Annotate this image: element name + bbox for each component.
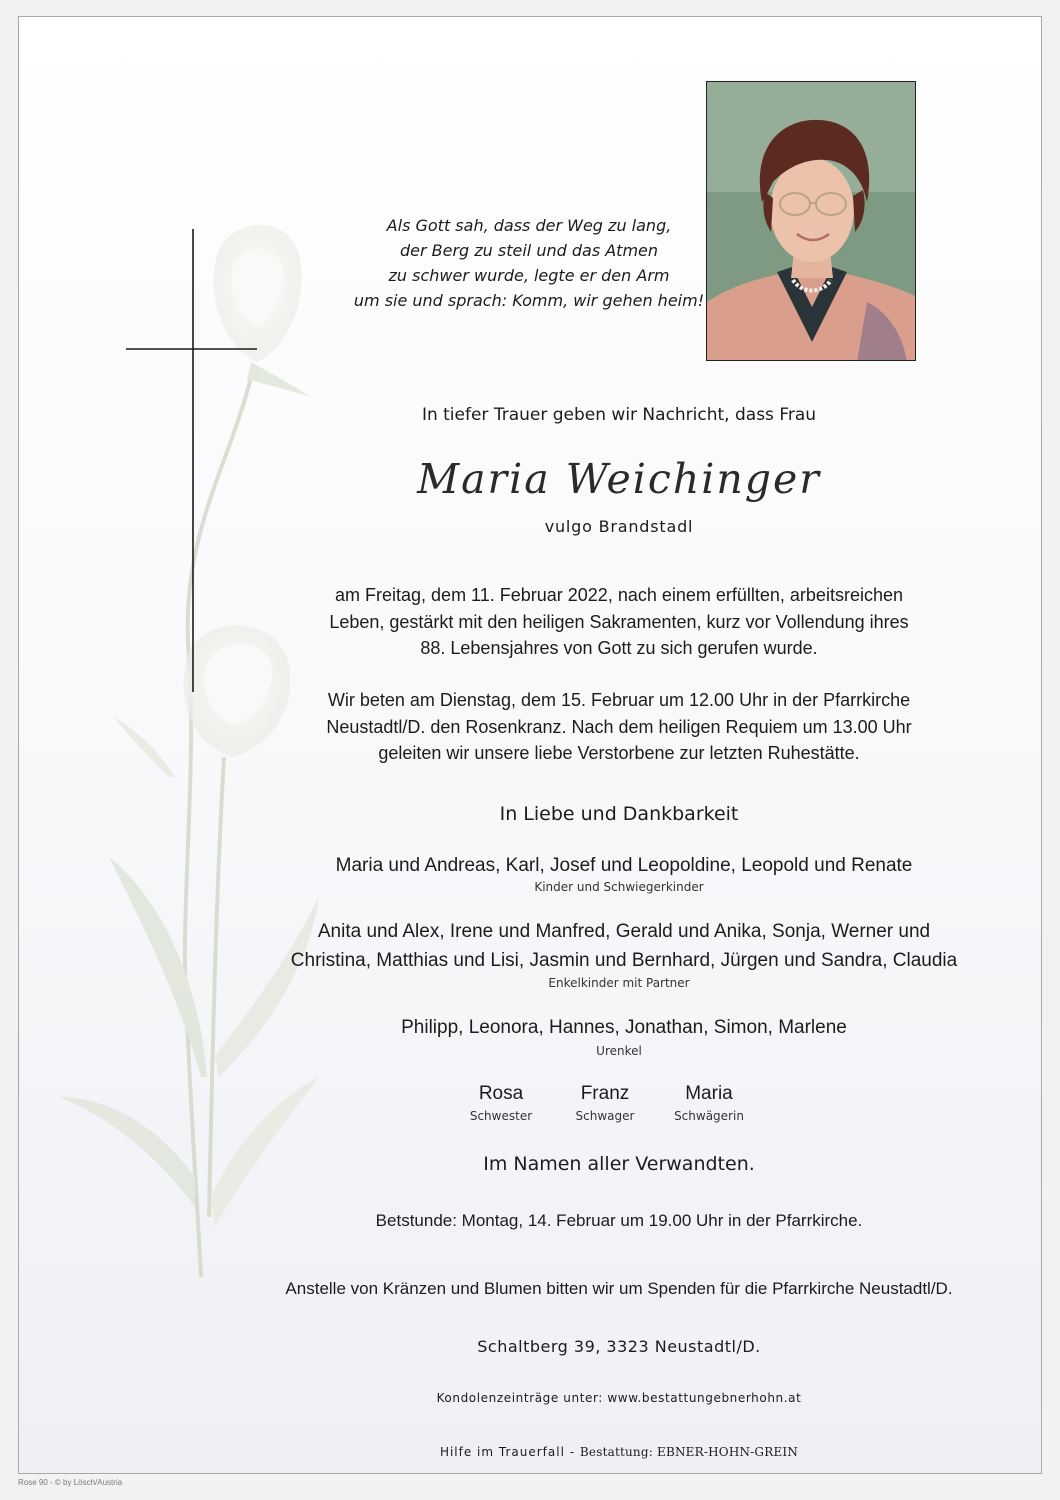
relative — [657, 1083, 761, 1123]
grandchildren-role: Enkelkinder mit Partner — [548, 976, 690, 990]
announcement-intro: In tiefer Trauer geben wir Nachricht, dass Frau — [421, 405, 817, 425]
grandchildren-names — [229, 917, 1019, 975]
relative — [449, 1083, 553, 1123]
image-credit: Rose 90 - © by Lösch/Austria — [18, 1478, 123, 1487]
donation-request: Anstelle von Kränzen und Blumen bitten wir um Spenden für die Pfarrkirche Neustadtl/D. — [285, 1279, 953, 1298]
poem-line: um sie und sprach: Komm, wir gehen heim! — [353, 291, 705, 310]
funeral-info-paragraph — [269, 687, 969, 767]
poem-line: Als Gott sah, dass der Weg zu lang, — [386, 216, 672, 235]
condolence-link[interactable]: Kondolenzeinträge unter: www.bestattungebnerhohn.at — [436, 1391, 802, 1405]
deceased-nickname: vulgo Brandstadl — [544, 517, 694, 536]
children-role: Kinder und Schwiegerkinder — [534, 880, 704, 894]
paragraph-line: Wir beten am Dienstag, dem 15. Februar um 12.00 Uhr in der Pfarrkirche — [327, 690, 911, 710]
deceased-name: Maria Weichinger — [417, 455, 821, 503]
relative-role: Schwager — [575, 1109, 635, 1123]
footer-help: Hilfe im Trauerfall - — [439, 1445, 576, 1459]
portrait-photo — [706, 81, 916, 361]
relative-name: Maria — [685, 1083, 733, 1104]
mourners-heading: In Liebe und Dankbarkeit — [499, 803, 739, 825]
children-names: Maria und Andreas, Karl, Josef und Leopoldine, Leopold und Renate — [335, 855, 913, 876]
relative-role: Schwägerin — [674, 1109, 744, 1123]
footer-brand: Bestattung: EBNER-HOHN-GREIN — [579, 1445, 799, 1459]
relative — [553, 1083, 657, 1123]
relative-role: Schwester — [469, 1109, 533, 1123]
paragraph-line: Neustadtl/D. den Rosenkranz. Nach dem heiligen Requiem um 13.00 Uhr — [326, 716, 912, 737]
paragraph-line: 88. Lebensjahres von Gott zu sich gerufen wurde. — [420, 638, 818, 658]
grandchildren-line: Christina, Matthias und Lisi, Jasmin und Bernhard, Jürgen und Sandra, Claudia — [290, 950, 958, 971]
closing-line: Im Namen aller Verwandten. — [483, 1153, 755, 1175]
obituary-card — [18, 16, 1042, 1474]
great-grandchildren-names: Philipp, Leonora, Hannes, Jonathan, Simon, Marlene — [401, 1017, 847, 1038]
paragraph-line: geleiten wir unsere liebe Verstorbene zur letzten Ruhestätte. — [378, 743, 860, 763]
poem — [309, 213, 749, 313]
prayer-hour: Betstunde: Montag, 14. Februar um 19.00 Uhr in der Pfarrkirche. — [375, 1211, 863, 1230]
poem-line: zu schwer wurde, legte er den Arm — [388, 266, 670, 285]
footer — [279, 1445, 959, 1459]
relatives-row — [449, 1083, 761, 1123]
death-notice-paragraph — [269, 582, 969, 662]
paragraph-line: am Freitag, dem 11. Februar 2022, nach einem erfüllten, arbeitsreichen — [335, 585, 903, 605]
relative-name: Rosa — [478, 1083, 524, 1104]
great-grandchildren-role: Urenkel — [596, 1044, 642, 1058]
poem-line: der Berg zu steil und das Atmen — [399, 241, 659, 260]
family-address: Schaltberg 39, 3323 Neustadtl/D. — [477, 1337, 761, 1356]
grandchildren-line: Anita und Alex, Irene und Manfred, Gerald und Anika, Sonja, Werner und — [317, 921, 931, 942]
relative-name: Franz — [580, 1083, 630, 1104]
paragraph-line: Leben, gestärkt mit den heiligen Sakramenten, kurz vor Vollendung ihres — [329, 611, 909, 632]
